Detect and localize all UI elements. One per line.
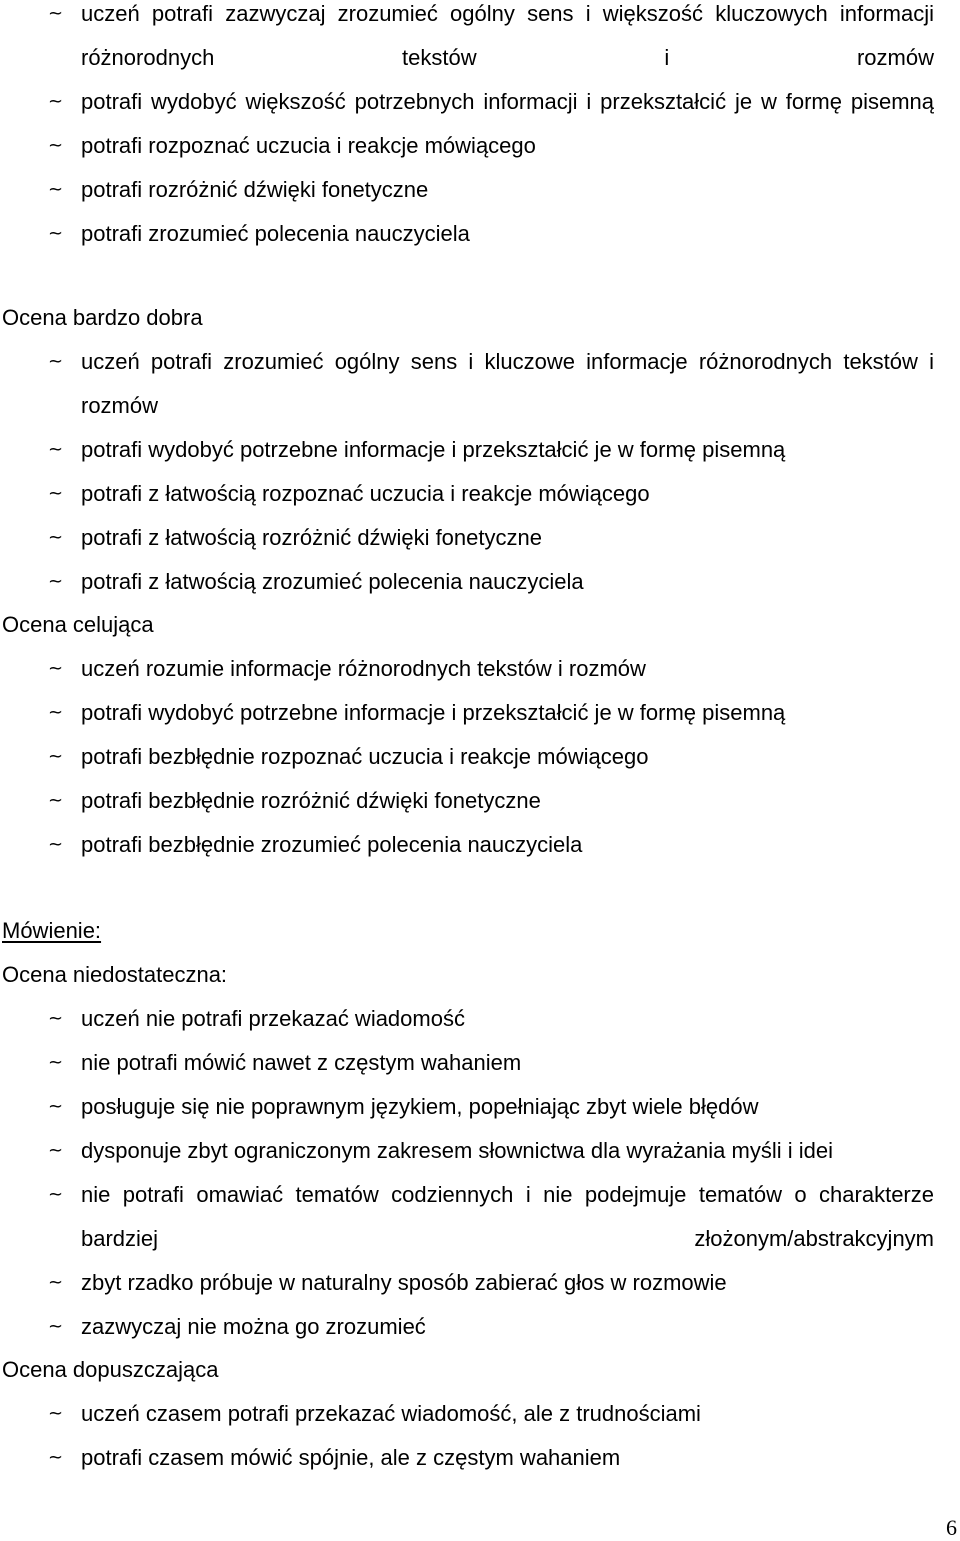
tilde-bullet-icon: ~ (48, 1403, 64, 1424)
list-item: ~ potrafi bezbłędnie zrozumieć polecenia nauczyciela (0, 823, 960, 867)
grade-heading: Ocena celująca (2, 612, 154, 637)
tilde-bullet-icon: ~ (48, 91, 64, 112)
tilde-bullet-icon: ~ (48, 702, 64, 723)
tilde-bullet-icon: ~ (48, 1052, 64, 1073)
tilde-bullet-icon: ~ (48, 179, 64, 200)
criteria-list (0, 0, 960, 256)
list-item: ~ potrafi bezbłędnie rozróżnić dźwięki fonetyczne (0, 779, 960, 823)
tilde-bullet-icon: ~ (48, 135, 64, 156)
list-item: ~ uczeń rozumie informacje różnorodnych tekstów i rozmów (0, 647, 960, 691)
tilde-bullet-icon: ~ (48, 1184, 64, 1205)
list-item: ~ potrafi rozpoznać uczucia i reakcje mówiącego (0, 124, 960, 168)
list-item: ~ nie potrafi omawiać tematów codziennych i nie podejmuje tematów o charakterze bardziej złożonym/abstrakcyjnym (0, 1173, 960, 1261)
tilde-bullet-icon: ~ (48, 527, 64, 548)
tilde-bullet-icon: ~ (48, 3, 64, 24)
list-item: ~ potrafi wydobyć potrzebne informacje i przekształcić je w formę pisemną (0, 428, 960, 472)
grade-heading: Ocena dopuszczająca (2, 1357, 219, 1382)
tilde-bullet-icon: ~ (48, 1447, 64, 1468)
tilde-bullet-icon: ~ (48, 1008, 64, 1029)
tilde-bullet-icon: ~ (48, 571, 64, 592)
tilde-bullet-icon: ~ (48, 223, 64, 244)
list-item: ~ uczeń czasem potrafi przekazać wiadomość, ale z trudnościami (0, 1392, 960, 1436)
list-item: ~ potrafi z łatwością zrozumieć polecenia nauczyciela (0, 560, 960, 604)
list-item: ~ zazwyczaj nie można go zrozumieć (0, 1305, 960, 1349)
list-item: ~ potrafi z łatwością rozróżnić dźwięki fonetyczne (0, 516, 960, 560)
list-item: ~ zbyt rzadko próbuje w naturalny sposób zabierać głos w rozmowie (0, 1261, 960, 1305)
list-item: ~ posługuje się nie poprawnym językiem, popełniając zbyt wiele błędów (0, 1085, 960, 1129)
list-item: ~ nie potrafi mówić nawet z częstym wahaniem (0, 1041, 960, 1085)
list-item: ~ dysponuje zbyt ograniczonym zakresem słownictwa dla wyrażania myśli i idei (0, 1129, 960, 1173)
criteria-list (0, 340, 960, 604)
list-item: ~ potrafi wydobyć większość potrzebnych informacji i przekształcić je w formę pisemną (0, 80, 960, 124)
section-heading: Mówienie: (2, 918, 102, 943)
tilde-bullet-icon: ~ (48, 1272, 64, 1293)
tilde-bullet-icon: ~ (48, 1140, 64, 1161)
page-number: 6 (946, 1515, 957, 1540)
tilde-bullet-icon: ~ (48, 439, 64, 460)
tilde-bullet-icon: ~ (48, 1316, 64, 1337)
list-item: ~ potrafi zrozumieć polecenia nauczyciela (0, 212, 960, 256)
list-item: ~ potrafi z łatwością rozpoznać uczucia i reakcje mówiącego (0, 472, 960, 516)
tilde-bullet-icon: ~ (48, 658, 64, 679)
tilde-bullet-icon: ~ (48, 351, 64, 372)
tilde-bullet-icon: ~ (48, 1096, 64, 1117)
grade-heading: Ocena niedostateczna: (2, 962, 228, 987)
list-item: ~ potrafi wydobyć potrzebne informacje i przekształcić je w formę pisemną (0, 691, 960, 735)
tilde-bullet-icon: ~ (48, 834, 64, 855)
list-item: ~ potrafi rozróżnić dźwięki fonetyczne (0, 168, 960, 212)
list-item: ~ potrafi czasem mówić spójnie, ale z częstym wahaniem (0, 1436, 960, 1480)
criteria-list (0, 1392, 960, 1480)
criteria-list (0, 997, 960, 1349)
list-item: ~ uczeń potrafi zazwyczaj zrozumieć ogólny sens i większość kluczowych informacji różnorodnych tekstów i rozmów (0, 0, 960, 80)
list-item: ~ uczeń potrafi zrozumieć ogólny sens i kluczowe informacje różnorodnych tekstów i rozmów (0, 340, 960, 428)
list-item: ~ potrafi bezbłędnie rozpoznać uczucia i reakcje mówiącego (0, 735, 960, 779)
list-item: ~ uczeń nie potrafi przekazać wiadomość (0, 997, 960, 1041)
grade-heading: Ocena bardzo dobra (2, 305, 203, 330)
tilde-bullet-icon: ~ (48, 483, 64, 504)
tilde-bullet-icon: ~ (48, 746, 64, 767)
tilde-bullet-icon: ~ (48, 790, 64, 811)
criteria-list (0, 647, 960, 867)
